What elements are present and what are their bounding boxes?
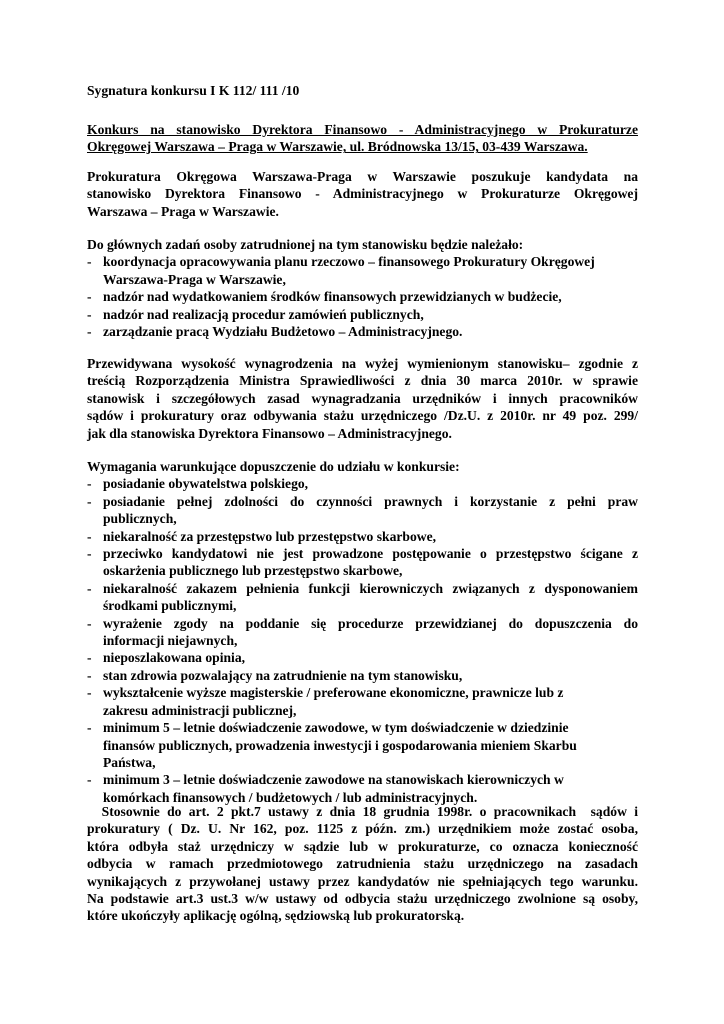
list-item: - niekaralność za przestępstwo lub przestępstwo skarbowe,: [87, 528, 638, 545]
list-item: - minimum 3 – letnie doświadczenie zawodowe na stanowiskach kierowniczych w komórkach finansowych / budżetowych / lub administracyjnych.: [87, 771, 638, 806]
tasks-title: Do głównych zadań osoby zatrudnionej na tym stanowisku będzie należało:: [87, 237, 524, 252]
intro-line: Warszawa – Praga w Warszawie.: [87, 203, 279, 219]
list-item: - nadzór nad wydatkowaniem środków finansowych przewidzianych w budżecie,: [87, 288, 638, 305]
salary-line: stanowisk i szczegółowych zasad wynagradzania urzędników i innych pracowników: [87, 390, 638, 406]
tasks-list: [87, 253, 638, 340]
heading-line: Konkurs na stanowisko Dyrektora Finansowo - Administracyjnego w Prokuraturze: [87, 122, 638, 137]
closing-line: która odbyła staż urzędniczy w sądzie lub w prokuraturze, co oznacza konieczność: [87, 838, 638, 854]
list-item: - posiadanie obywatelstwa polskiego,: [87, 475, 638, 492]
signature-text: Sygnatura konkursu I K 112/ 111 /10: [87, 83, 300, 98]
tasks-section: [87, 236, 638, 340]
competition-signature: [87, 82, 638, 99]
requirements-section: [87, 458, 638, 806]
closing-line: Na podstawie art.3 ust.3 w/w ustawy od odbycia stażu urzędniczego zwolnione są osoby,: [87, 891, 638, 907]
salary-line: treścią Rozporządzenia Ministra Sprawiedliwości z dnia 30 marca 2010r. w sprawie: [87, 373, 638, 389]
closing-line: Stosownie do art. 2 pkt.7 ustawy z dnia 18 grudnia 1998r. o pracownikach sądów i: [87, 804, 638, 819]
competition-heading: [87, 121, 638, 156]
list-item: - zarządzanie pracą Wydziału Budżetowo – Administracyjnego.: [87, 323, 638, 340]
intro-line: Prokuratura Okręgowa Warszawa-Praga w Warszawie poszukuje kandydata na: [87, 169, 638, 184]
intro-paragraph: [87, 168, 638, 220]
salary-line: Przewidywana wysokość wynagrodzenia na wyżej wymienionym stanowisku– zgodnie z: [87, 356, 638, 371]
list-item: - posiadanie pełnej zdolności do czynności prawnych i korzystanie z pełni praw publicznych,: [87, 493, 638, 528]
requirements-title: Wymagania warunkujące dopuszczenie do udziału w konkursie:: [87, 459, 460, 474]
closing-line: które ukończyły aplikację ogólną, sędziowską lub prokuratorską.: [87, 908, 465, 924]
closing-line: wynikających z przywołanej ustawy przez kandydatów nie spełniających tego warunku.: [87, 873, 638, 889]
list-item: - niekaralność zakazem pełnienia funkcji kierowniczych związanych z dysponowaniem środkami publicznymi,: [87, 580, 638, 615]
list-item: - nadzór nad realizacją procedur zamówień publicznych,: [87, 306, 638, 323]
list-item: - wykształcenie wyższe magisterskie / preferowane ekonomiczne, prawnicze lub z zakresu administracji publicznej,: [87, 684, 638, 719]
salary-line: jak dla stanowiska Dyrektora Finansowo – Administracyjnego.: [87, 425, 452, 441]
closing-line: prokuratury ( Dz. U. Nr 162, poz. 1125 z późn. zm.) urzędnikiem może zostać osoba,: [87, 821, 638, 837]
list-item: - stan zdrowia pozwalający na zatrudnienie na tym stanowisku,: [87, 667, 638, 684]
list-item: - nieposzlakowana opinia,: [87, 649, 638, 666]
heading-line: Okręgowej Warszawa – Praga w Warszawie, ul. Bródnowska 13/15, 03-439 Warszawa.: [87, 139, 588, 155]
list-item: - przeciwko kandydatowi nie jest prowadzone postępowanie o przestępstwo ścigane z oskarżenia publicznego lub przestępstwo skarbowe,: [87, 545, 638, 580]
list-item: - koordynacja opracowywania planu rzeczowo – finansowego Prokuratury Okręgowej Warszawa-Praga w Warszawie,: [87, 253, 638, 288]
salary-line: sądów i prokuratury oraz odbywania stażu urzędniczego /Dz.U. z 2010r. nr 49 poz. 299/: [87, 408, 638, 424]
salary-paragraph: [87, 355, 638, 442]
list-item: - minimum 5 – letnie doświadczenie zawodowe, w tym doświadczenie w dziedzinie finansów publicznych, prowadzenia inwestycji i gospodarowania mieniem Skarbu Państwa,: [87, 719, 638, 771]
closing-paragraph: [87, 803, 638, 925]
list-item: - wyrażenie zgody na poddanie się procedurze przewidzianej do dopuszczenia do informacji niejawnych,: [87, 615, 638, 650]
requirements-list: [87, 475, 638, 806]
intro-line: stanowisko Dyrektora Finansowo - Administracyjnego w Prokuraturze Okręgowej: [87, 186, 638, 202]
closing-line: odbycia w ramach przedmiotowego zatrudnienia stażu urzędniczego na zasadach: [87, 856, 638, 872]
